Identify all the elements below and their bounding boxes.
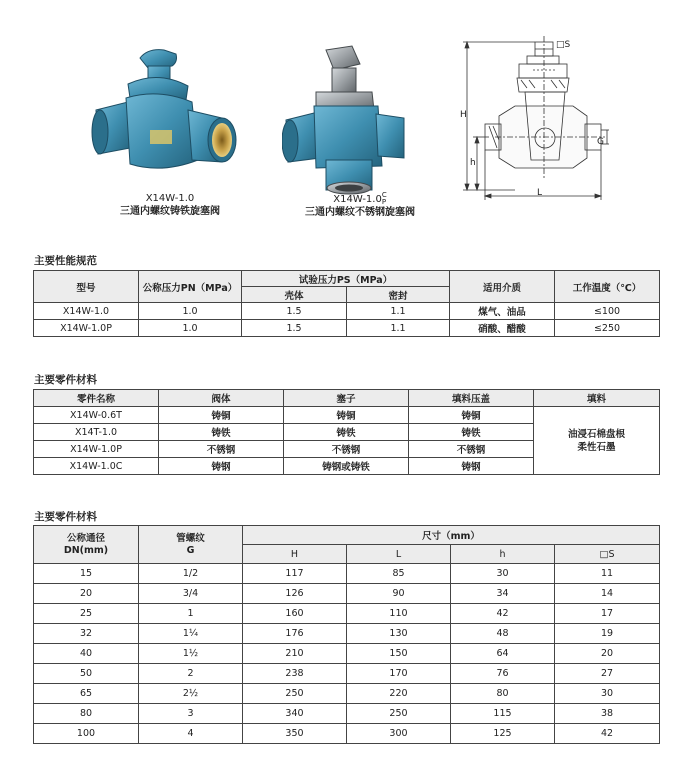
cell-dn: 25 <box>34 604 139 624</box>
cell-body: 铸铁 <box>159 424 284 441</box>
cell-g: 2½ <box>139 684 243 704</box>
cell-L: 130 <box>347 624 451 644</box>
cell-shell: 1.5 <box>242 303 347 320</box>
table-row <box>34 684 660 704</box>
cell-medium: 硝酸、醋酸 <box>450 320 555 337</box>
cell-g: 4 <box>139 724 243 744</box>
cell-L: 250 <box>347 704 451 724</box>
cell-S: 30 <box>555 684 660 704</box>
table-row <box>34 604 660 624</box>
cell-S: 17 <box>555 604 660 624</box>
cell-H: 176 <box>243 624 347 644</box>
product-model-2-base: X14W-1.0 <box>333 194 382 205</box>
dimensions-title: 主要零件材料 <box>34 511 97 523</box>
cell-L: 150 <box>347 644 451 664</box>
cell-seal: 1.1 <box>347 303 450 320</box>
cell-plug: 不锈钢 <box>284 441 409 458</box>
cell-g: 2 <box>139 664 243 684</box>
cell-dn: 65 <box>34 684 139 704</box>
cell-h: 48 <box>451 624 555 644</box>
drawing-label-h: h <box>470 158 476 168</box>
dimensions-body <box>34 564 660 744</box>
col-plug: 塞子 <box>284 390 409 407</box>
cell-L: 85 <box>347 564 451 584</box>
cell-S: 11 <box>555 564 660 584</box>
product-model-1: X14W-1.0 <box>145 193 195 204</box>
cell-g: 1½ <box>139 644 243 664</box>
cell-S: 42 <box>555 724 660 744</box>
cell-L: 300 <box>347 724 451 744</box>
col-pn: 公称压力PN（MPa） <box>139 271 242 303</box>
cell-H: 238 <box>243 664 347 684</box>
col-temp: 工作温度（℃） <box>555 271 660 303</box>
col-h: h <box>451 545 555 564</box>
cell-g: 1¼ <box>139 624 243 644</box>
cell-g: 3/4 <box>139 584 243 604</box>
cell-dn: 80 <box>34 704 139 724</box>
table-row <box>34 303 660 320</box>
cell-h: 115 <box>451 704 555 724</box>
product-caption-1 <box>100 192 240 218</box>
cell-S: 20 <box>555 644 660 664</box>
col-medium: 适用介质 <box>450 271 555 303</box>
table-row <box>34 564 660 584</box>
cell-model: X14W-1.0P <box>34 320 139 337</box>
cell-H: 350 <box>243 724 347 744</box>
cell-H: 340 <box>243 704 347 724</box>
cell-dn: 50 <box>34 664 139 684</box>
cell-temp: ≤250 <box>555 320 660 337</box>
col-seal: 密封 <box>347 287 450 303</box>
table-row <box>34 644 660 664</box>
table-row <box>34 724 660 744</box>
performance-spec-title: 主要性能规范 <box>34 255 97 267</box>
cell-g: 1/2 <box>139 564 243 584</box>
col-g: 管螺纹 G <box>139 526 243 564</box>
cell-pn: 1.0 <box>139 320 242 337</box>
cell-S: 38 <box>555 704 660 724</box>
cell-packing: 油浸石棉盘根 柔性石墨 <box>534 407 660 475</box>
cell-part: X14W-1.0P <box>34 441 159 458</box>
product-desc-1: 三通内螺纹铸铁旋塞阀 <box>120 206 220 217</box>
cell-h: 76 <box>451 664 555 684</box>
cell-h: 80 <box>451 684 555 704</box>
drawing-label-s: □S <box>556 40 571 50</box>
cell-gland: 不锈钢 <box>409 441 534 458</box>
table-row <box>34 704 660 724</box>
cell-H: 126 <box>243 584 347 604</box>
drawing-label-H: H <box>460 110 467 120</box>
cell-H: 117 <box>243 564 347 584</box>
cell-L: 90 <box>347 584 451 604</box>
cell-plug: 铸钢或铸铁 <box>284 458 409 475</box>
table-row <box>34 320 660 337</box>
cell-plug: 铸铜 <box>284 407 409 424</box>
cell-h: 64 <box>451 644 555 664</box>
parts-material-table <box>33 389 660 475</box>
table-row <box>34 584 660 604</box>
cell-part: X14W-0.6T <box>34 407 159 424</box>
col-ps: 试验压力PS（MPa） <box>242 271 450 287</box>
col-L: L <box>347 545 451 564</box>
cell-pn: 1.0 <box>139 303 242 320</box>
col-S: □S <box>555 545 660 564</box>
cell-shell: 1.5 <box>242 320 347 337</box>
table-row <box>34 407 660 424</box>
cell-S: 19 <box>555 624 660 644</box>
stainless-valve-photo <box>282 40 407 195</box>
cell-temp: ≤100 <box>555 303 660 320</box>
cell-h: 42 <box>451 604 555 624</box>
cell-g: 3 <box>139 704 243 724</box>
cell-L: 110 <box>347 604 451 624</box>
dimensions-table <box>33 525 660 744</box>
col-part: 零件名称 <box>34 390 159 407</box>
cell-L: 220 <box>347 684 451 704</box>
table-row <box>34 624 660 644</box>
cell-seal: 1.1 <box>347 320 450 337</box>
table-row <box>34 664 660 684</box>
cell-dn: 100 <box>34 724 139 744</box>
parts-material-title: 主要零件材料 <box>34 374 97 386</box>
cell-h: 125 <box>451 724 555 744</box>
col-dims: 尺寸（mm） <box>243 526 660 545</box>
product-desc-2: 三通内螺纹不锈钢旋塞阀 <box>305 207 415 218</box>
drawing-label-G: G <box>597 137 604 147</box>
cell-part: X14W-1.0C <box>34 458 159 475</box>
product-model-2-sup: C <box>381 191 387 199</box>
cell-H: 250 <box>243 684 347 704</box>
col-dn: 公称通径 DN(mm) <box>34 526 139 564</box>
cell-L: 170 <box>347 664 451 684</box>
cell-gland: 铸铜 <box>409 407 534 424</box>
cell-part: X14T-1.0 <box>34 424 159 441</box>
cell-body: 不锈钢 <box>159 441 284 458</box>
cell-dn: 40 <box>34 644 139 664</box>
product-caption-2 <box>290 192 430 219</box>
col-model: 型号 <box>34 271 139 303</box>
cell-H: 160 <box>243 604 347 624</box>
cell-dn: 20 <box>34 584 139 604</box>
drawing-label-L: L <box>537 188 543 198</box>
cell-h: 34 <box>451 584 555 604</box>
col-packing: 填料 <box>534 390 660 407</box>
cell-medium: 煤气、油品 <box>450 303 555 320</box>
product-model-2 <box>290 192 430 206</box>
cast-iron-valve-photo <box>88 40 248 190</box>
col-body: 阀体 <box>159 390 284 407</box>
cell-body: 铸铜 <box>159 407 284 424</box>
cell-dn: 32 <box>34 624 139 644</box>
cell-S: 27 <box>555 664 660 684</box>
cell-gland: 铸钢 <box>409 458 534 475</box>
cell-dn: 15 <box>34 564 139 584</box>
cell-gland: 铸铁 <box>409 424 534 441</box>
product-model-2-sub: P <box>381 198 387 206</box>
performance-spec-table <box>33 270 660 337</box>
cell-g: 1 <box>139 604 243 624</box>
cell-body: 铸钢 <box>159 458 284 475</box>
cell-model: X14W-1.0 <box>34 303 139 320</box>
valve-dimension-drawing <box>455 30 615 205</box>
cell-plug: 铸铁 <box>284 424 409 441</box>
col-gland: 填料压盖 <box>409 390 534 407</box>
col-H: H <box>243 545 347 564</box>
cell-h: 30 <box>451 564 555 584</box>
col-shell: 壳体 <box>242 287 347 303</box>
cell-H: 210 <box>243 644 347 664</box>
cell-S: 14 <box>555 584 660 604</box>
